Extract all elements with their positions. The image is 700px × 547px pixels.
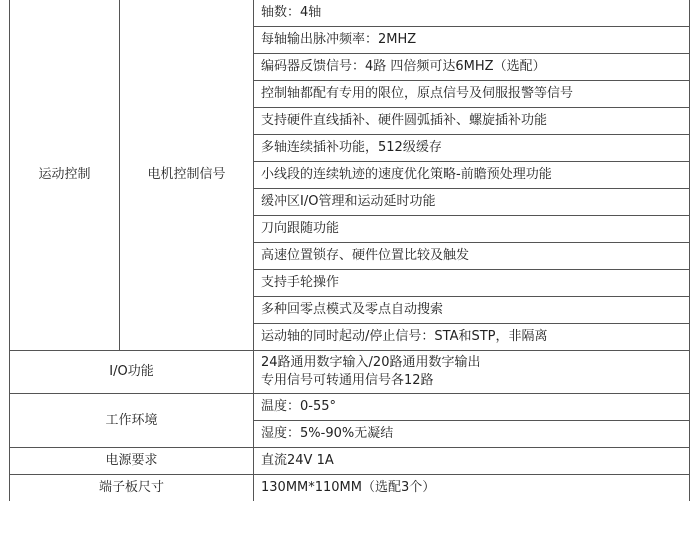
board-value-cell: 130MM*110MM（选配3个）: [254, 475, 690, 502]
table-row: [10, 394, 690, 421]
spec-item: 多轴连续插补功能，512级缓存: [254, 135, 690, 162]
spec-item: 运动轴的同时起动/停止信号：STA和STP，非隔离: [254, 324, 690, 351]
spec-item: 小线段的连续轨迹的速度优化策略-前瞻预处理功能: [254, 162, 690, 189]
environment-label-cell: 工作环境: [10, 394, 254, 448]
spec-item: 每轴输出脉冲频率：2MHZ: [254, 27, 690, 54]
environment-item: 湿度：5%-90%无凝结: [254, 421, 690, 448]
spec-item: 控制轴都配有专用的限位，原点信号及伺服报警等信号: [254, 81, 690, 108]
io-value-cell: [254, 351, 690, 394]
subcategory-cell: 电机控制信号: [120, 0, 254, 351]
power-label-cell: 电源要求: [10, 448, 254, 475]
io-label-cell: I/O功能: [10, 351, 254, 394]
io-line: 专用信号可转通用信号各12路: [261, 373, 434, 388]
table-row: [10, 448, 690, 475]
spec-item: 编码器反馈信号：4路 四倍频可达6MHZ（选配）: [254, 54, 690, 81]
environment-item: 温度：0-55°: [254, 394, 690, 421]
table-row: [10, 351, 690, 394]
spec-item: 支持手轮操作: [254, 270, 690, 297]
table-row: [10, 0, 690, 27]
spec-item: 多种回零点模式及零点自动搜索: [254, 297, 690, 324]
table-row: [10, 475, 690, 502]
spec-item: 支持硬件直线插补、硬件圆弧插补、螺旋插补功能: [254, 108, 690, 135]
spec-item: 缓冲区I/O管理和运动延时功能: [254, 189, 690, 216]
io-line: 24路通用数字输入/20路通用数字输出: [261, 355, 481, 370]
spec-item: 刀向跟随功能: [254, 216, 690, 243]
power-value-cell: 直流24V 1A: [254, 448, 690, 475]
spec-item: 高速位置锁存、硬件位置比较及触发: [254, 243, 690, 270]
spec-table: [9, 0, 690, 501]
spec-item: 轴数：4轴: [254, 0, 690, 27]
board-label-cell: 端子板尺寸: [10, 475, 254, 502]
category-cell: 运动控制: [10, 0, 120, 351]
